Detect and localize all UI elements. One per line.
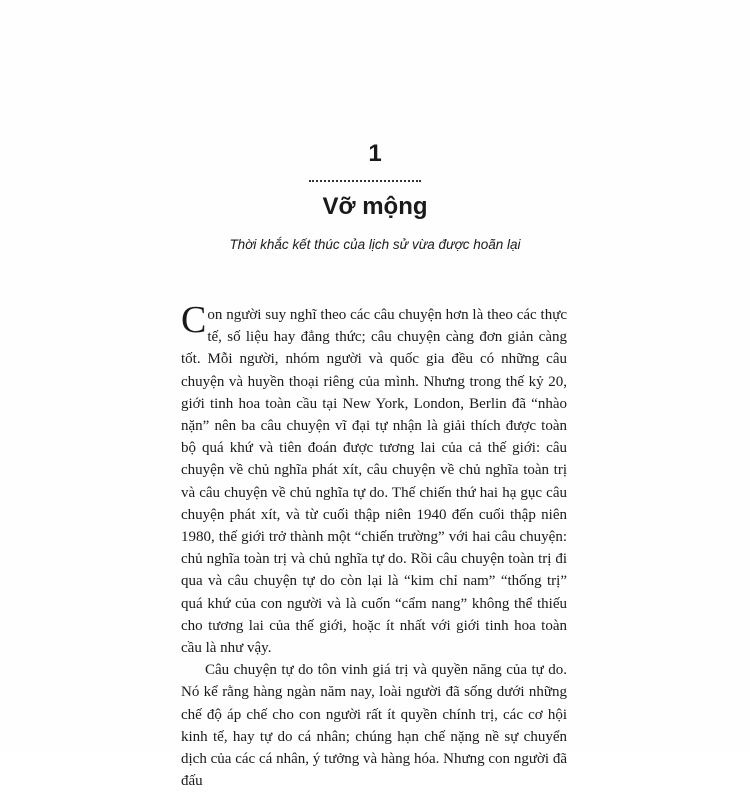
paragraph-2: Câu chuyện tự do tôn vinh giá trị và quyền năng của tự do. Nó kể rằng hàng ngàn năm nay, loài người đã sống dưới những chế độ áp chế cho con người rất ít quyền chính trị, các cơ hội kinh tế, hay tự do cá nhân; chúng hạn chế nặng nề sự chuyển dịch của các cá nhân, ý tưởng và hàng hóa. Nhưng con người đã đấu — [181, 662, 567, 790]
chapter-number: 1 — [368, 140, 382, 167]
chapter-title: Vỡ mộng — [322, 193, 428, 220]
drop-cap: C — [181, 299, 207, 341]
paragraph-1 — [181, 299, 567, 659]
dotted-divider — [309, 180, 421, 182]
paragraph-1-text: on người suy nghĩ theo các câu chuyện hơn là theo các thực tế, số liệu hay đẳng thức; câu chuyện càng đơn giản càng tốt. Mỗi người, nhóm người và quốc gia đều có những câu chuyện và huyền thoại riêng của mình. Nhưng trong thế kỷ 20, giới tinh hoa toàn cầu tại New York, London, Berlin đã “nhào nặn” nên ba câu chuyện vĩ đại tự nhận là giải thích được toàn bộ quá khứ và tiên đoán được tương lai của cả thế giới: câu chuyện về chủ nghĩa phát xít, câu chuyện về chủ nghĩa toàn trị và câu chuyện về chủ nghĩa tự do. Thế chiến thứ hai hạ gục câu chuyện phát xít, và từ cuối thập niên 1940 đến cuối thập niên 1980, thế giới trở thành một “chiến trường” với hai câu chuyện: chủ nghĩa toàn trị và chủ nghĩa tự do. Rồi câu chuyện toàn trị đi qua và câu chuyện tự do còn lại là “kim chỉ nam” “thống trị” quá khứ của con người và là cuốn “cẩm nang” không thể thiếu cho tương lai của thế giới, hoặc ít nhất với giới tinh hoa toàn cầu là như vậy. — [181, 307, 567, 657]
body-text — [181, 299, 567, 792]
chapter-subtitle: Thời khắc kết thúc của lịch sử vừa được hoãn lại — [229, 237, 521, 252]
